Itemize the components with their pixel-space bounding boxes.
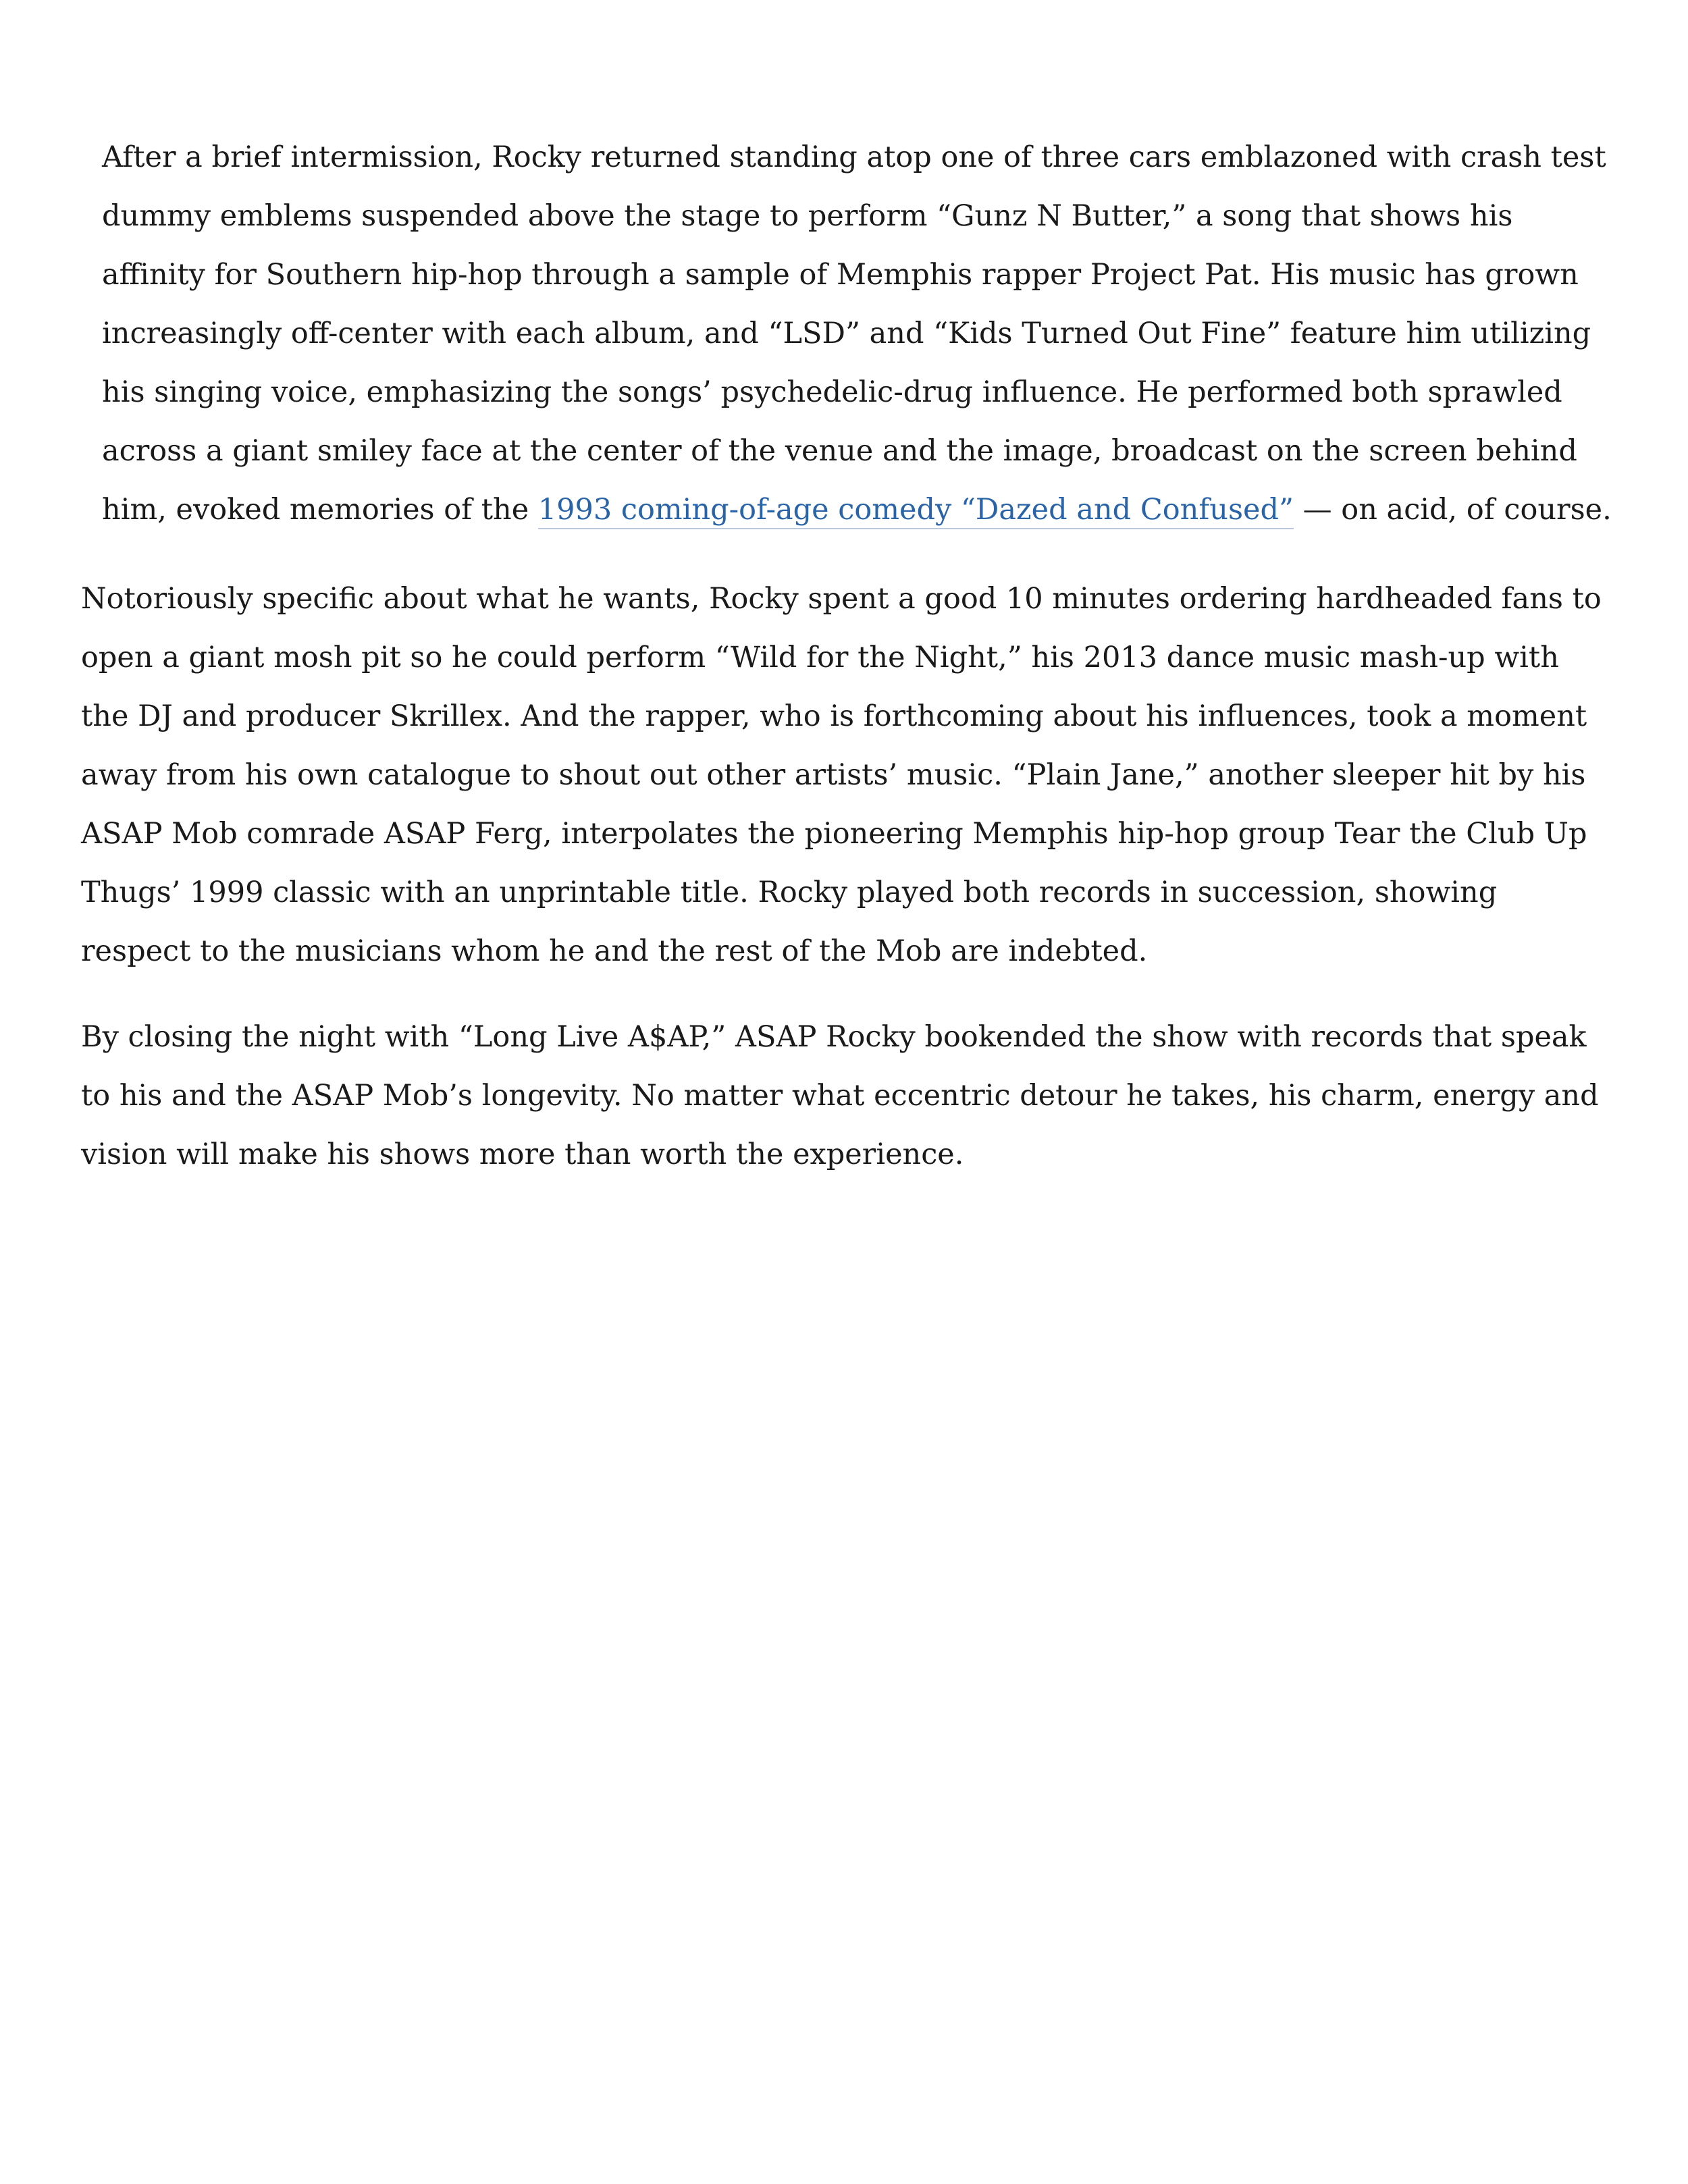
paragraph-closing: By closing the night with “Long Live A$AP,” ASAP Rocky bookended the show with records that speak to his and the ASAP Mob’s longevity. No matter what eccentric detour he takes, his charm, energy and vision will make his shows more than worth the experience.	[81, 1020, 1599, 1171]
paragraph-text: After a brief intermission, Rocky returned standing atop one of three cars emblazoned with crash test dummy emblems suspended above the stage to perform “Gunz N Butter,” a song that shows his affinity for Southern hip-hop through a sample of Memphis rapper Project Pat. His music has grown increasingly off-center with each album, and “LSD” and “Kids Turned Out Fine” feature him utilizing his singing voice, emphasizing the songs’ psychedelic-drug influence. He performed both sprawled across a giant smiley face at the center of the venue and the image, broadcast on the screen behind him, evoked memories of the	[102, 140, 1606, 527]
paragraph-intermission	[81, 128, 1614, 539]
dazed-and-confused-link[interactable]: 1993 coming-of-age comedy “Dazed and Confused”	[538, 493, 1294, 529]
article-body	[81, 128, 1614, 1211]
paragraph-mosh-pit: Notoriously specific about what he wants, Rocky spent a good 10 minutes ordering hardheaded fans to open a giant mosh pit so he could perform “Wild for the Night,” his 2013 dance music mash-up with the DJ and producer Skrillex. And the rapper, who is forthcoming about his influences, took a moment away from his own catalogue to shout out other artists’ music. “Plain Jane,” another sleeper hit by his ASAP Mob comrade ASAP Ferg, interpolates the pioneering Memphis hip-hop group Tear the Club Up Thugs’ 1999 classic with an unprintable title. Rocky played both records in succession, showing respect to the musicians whom he and the rest of the Mob are indebted.	[81, 582, 1602, 968]
paragraph-text: — on acid, of course.	[1293, 493, 1612, 527]
